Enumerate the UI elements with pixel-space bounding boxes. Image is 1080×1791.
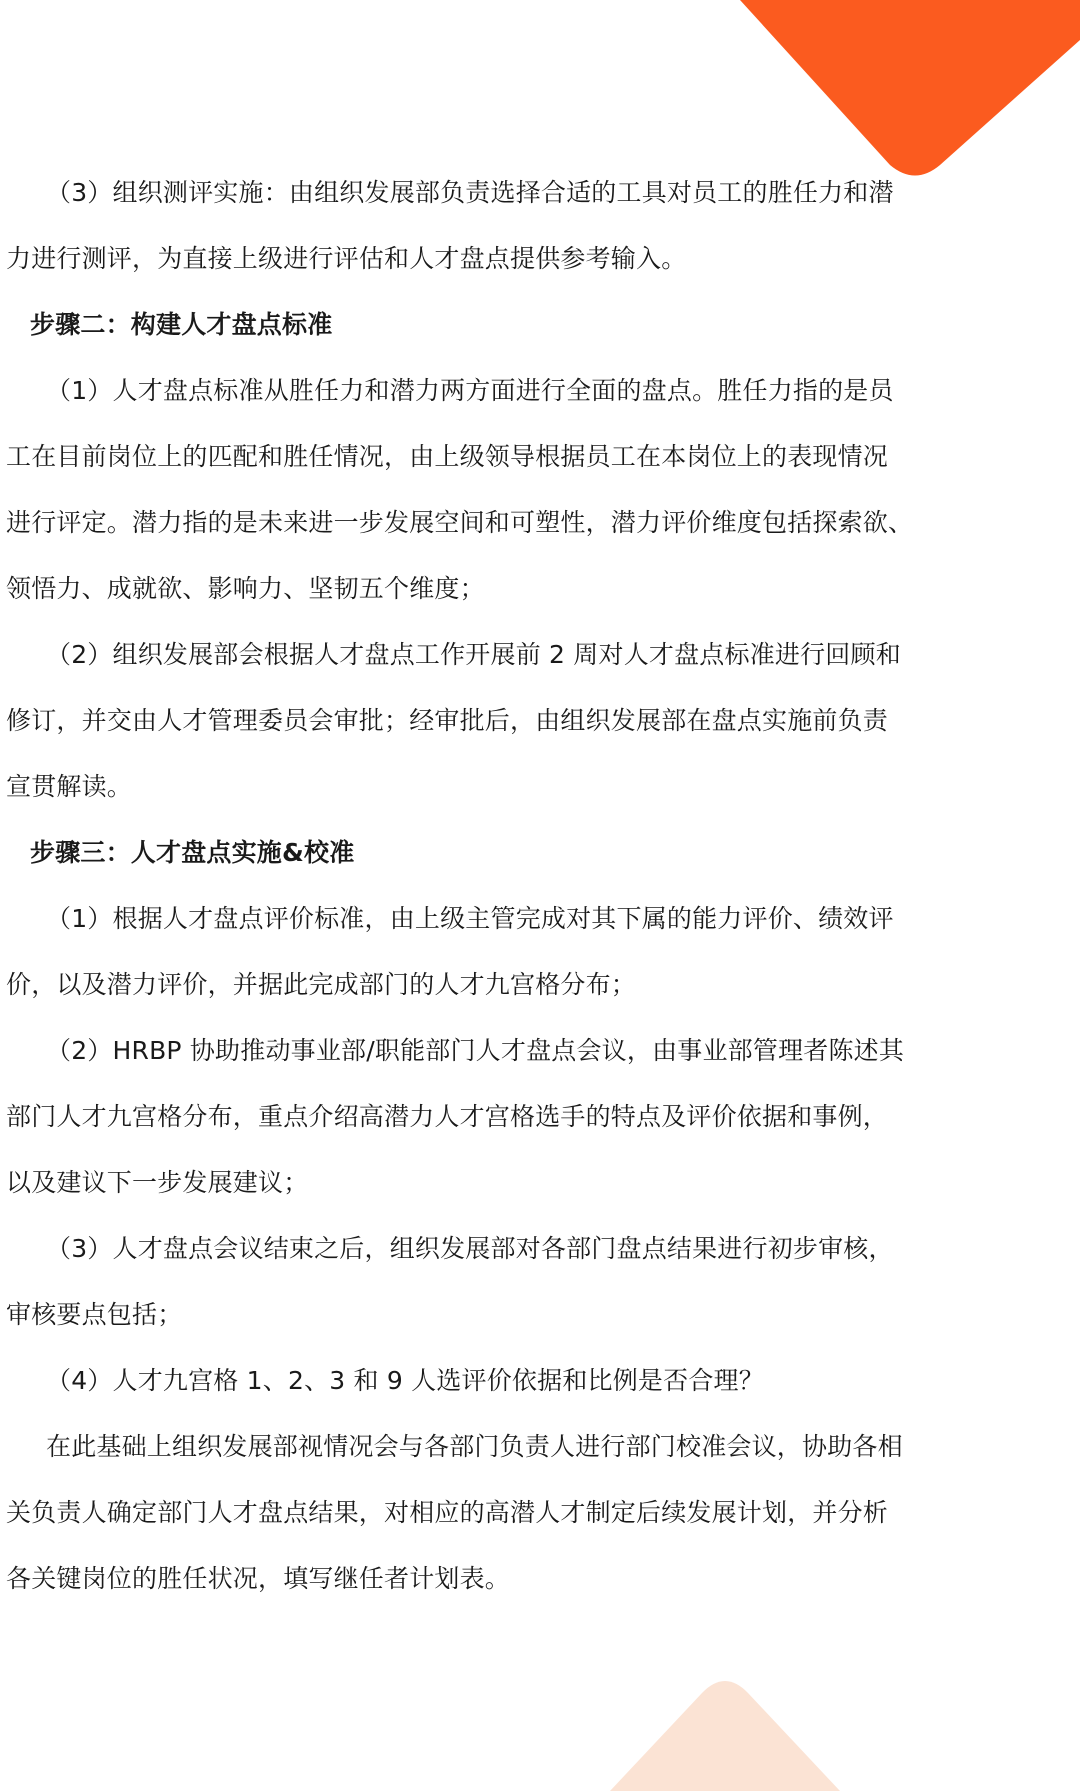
paragraph-line: 价，以及潜力评价，并据此完成部门的人才九宫格分布；	[6, 970, 637, 999]
section-heading: 步骤三：人才盘点实施&校准	[30, 838, 355, 867]
paragraph-line: 部门人才九宫格分布，重点介绍高潜力人才宫格选手的特点及评价依据和事例，	[6, 1102, 889, 1131]
orange-corner-shape	[740, 0, 1080, 176]
paragraph-line: （3）人才盘点会议结束之后，组织发展部对各部门盘点结果进行初步审核，	[46, 1234, 894, 1263]
paragraph-line: 进行评定。潜力指的是未来进一步发展空间和可塑性，潜力评价维度包括探索欲、	[6, 508, 914, 537]
paragraph-line: （1）人才盘点标准从胜任力和潜力两方面进行全面的盘点。胜任力指的是员	[46, 376, 894, 405]
paragraph-line: 工在目前岗位上的匹配和胜任情况，由上级领导根据员工在本岗位上的表现情况	[6, 442, 889, 471]
paragraph-line: 在此基础上组织发展部视情况会与各部门负责人进行部门校准会议，协助各相	[46, 1432, 903, 1461]
section-heading: 步骤二：构建人才盘点标准	[30, 310, 333, 339]
paragraph-line: （3）组织测评实施：由组织发展部负责选择合适的工具对员工的胜任力和潜	[46, 178, 894, 207]
paragraph-line: 审核要点包括；	[6, 1300, 183, 1329]
paragraph-line: 关负责人确定部门人才盘点结果，对相应的高潜人才制定后续发展计划，并分析	[6, 1498, 889, 1527]
paragraph-line: （2）组织发展部会根据人才盘点工作开展前 2 周对人才盘点标准进行回顾和	[46, 640, 901, 669]
paragraph-line: 宣贯解读。	[6, 772, 133, 801]
paragraph-line: （1）根据人才盘点评价标准，由上级主管完成对其下属的能力评价、绩效评	[46, 904, 894, 933]
decorative-peach-shape-bottom	[610, 1675, 840, 1791]
paragraph-line: 力进行测评，为直接上级进行评估和人才盘点提供参考输入。	[6, 244, 687, 273]
paragraph-line: 修订，并交由人才管理委员会审批；经审批后，由组织发展部在盘点实施前负责	[6, 706, 889, 735]
decorative-orange-shape-top	[740, 0, 1080, 180]
paragraph-line: （2）HRBP 协助推动事业部/职能部门人才盘点会议，由事业部管理者陈述其	[46, 1036, 905, 1065]
paragraph-line: （4）人才九宫格 1、2、3 和 9 人选评价依据和比例是否合理？	[46, 1366, 764, 1395]
paragraph-line: 领悟力、成就欲、影响力、坚韧五个维度；	[6, 574, 485, 603]
paragraph-line: 以及建议下一步发展建议；	[6, 1168, 309, 1197]
document-body	[6, 160, 914, 1612]
paragraph-line: 各关键岗位的胜任状况，填写继任者计划表。	[6, 1564, 511, 1593]
peach-corner-shape	[610, 1681, 840, 1791]
